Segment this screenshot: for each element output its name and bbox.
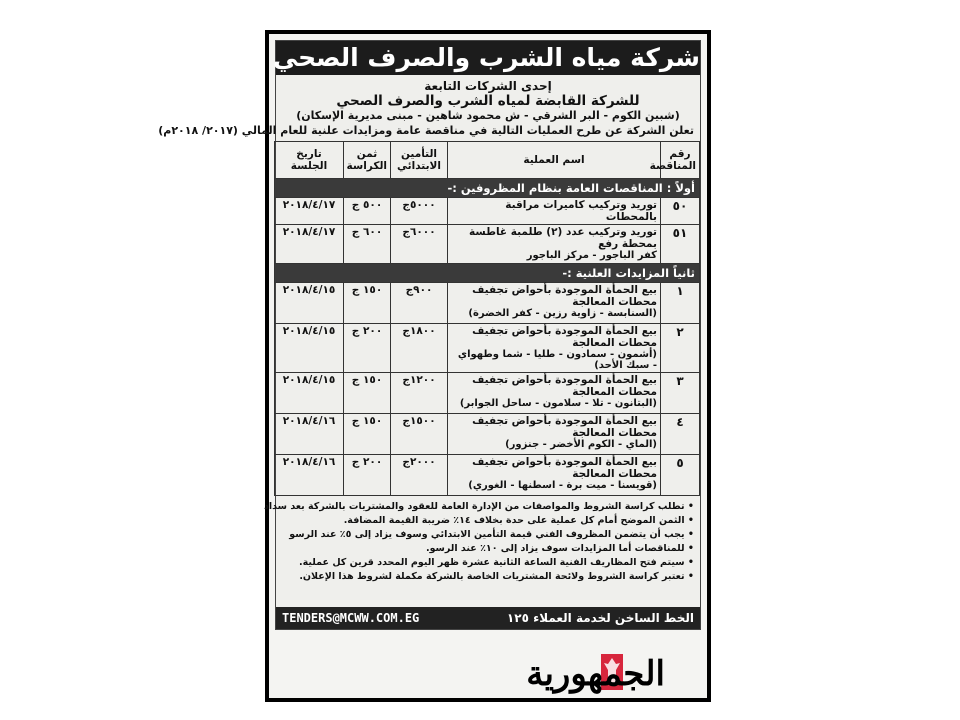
cell-insurance: ٥٠٠٠ج [391,198,448,225]
cell-price: ٦٠٠ ج [344,225,391,264]
cell-insurance: ٢٠٠٠ج [391,455,448,496]
cell-name [448,324,661,373]
company-banner: شركة مياه الشرب والصرف الصحي بالمنوفية [276,41,700,75]
cell-num: ٢ [661,324,700,373]
footer-bar [276,607,700,629]
note-item: • الثمن الموضح أمام كل عملية على حدة بخلاف ١٤٪ ضريبة القيمة المضافة. [282,514,694,528]
cell-num: ٣ [661,373,700,414]
section-auctions-label: ثانياً المزايدات العلنية :- [275,264,700,283]
cell-date: ٢٠١٨/٤/١٥ [275,324,344,373]
cell-price: ١٥٠ ج [344,414,391,455]
note-item: • يجب أن يتضمن المظروف الفني قيمة التأمين الابتدائي وسوف يزاد إلى ٥٪ عند الرسو [282,528,694,542]
cell-date: ٢٠١٨/٤/١٦ [275,455,344,496]
cell-num: ٥ [661,455,700,496]
cell-name-sub: (السنابسة - زاوية رزين - كفر الخضرة) [468,308,657,319]
cell-price: ٥٠٠ ج [344,198,391,225]
cell-price: ٢٠٠ ج [344,324,391,373]
header-num: رقم المناقصة [661,142,700,179]
section-tenders [275,179,700,198]
header-price: ثمن الكراسة [344,142,391,179]
cell-name [448,225,661,264]
header-name: اسم العملية [448,142,661,179]
cell-name-sub: (الماي - الكوم الأخضر - جنزور) [505,439,657,450]
header-date: تاريخ الجلسة [275,142,344,179]
tender-advertisement [151,40,701,630]
header-announcement: تعلن الشركة عن طرح العمليات التالية في مناقصة عامة ومزايدات علنية للعام المالي (٢٠١٧/ ٢٠١٨م) [158,124,694,137]
cell-name-main: توريد وتركيب عدد (٢) طلمبة غاطسة بمحطة رفع [469,226,657,250]
cell-price: ٢٠٠ ج [344,455,391,496]
cell-num: ٤ [661,414,700,455]
cell-date: ٢٠١٨/٤/١٥ [275,283,344,324]
cell-date: ٢٠١٨/٤/١٧ [275,225,344,264]
cell-insurance: ١٢٠٠ج [391,373,448,414]
tenders-email: TENDERS@MCWW.COM.EG [282,611,420,625]
table-row [275,455,700,496]
table-row [275,324,700,373]
cell-name [448,455,661,496]
cell-name [448,198,661,225]
cell-name-main: بيع الحمأة الموجودة بأحواض تجفيف محطات المعالجة [472,284,657,308]
cell-insurance: ٦٠٠٠ج [391,225,448,264]
header-address: (شبين الكوم - البر الشرقي - ش محمود شاهين - مبنى مديرية الإسكان) [296,109,680,122]
table-row [275,414,700,455]
terms-notes [264,496,700,584]
cell-insurance: ١٨٠٠ج [391,324,448,373]
newspaper-logo [526,650,665,698]
cell-name-sub: (البتانون - تلا - سلامون - ساحل الجوابر) [459,398,657,409]
cell-name [448,283,661,324]
note-item: • للمناقصات أما المزايدات سوف يزاد إلى ١٠٪ عند الرسو. [282,542,694,556]
cell-name-main: توريد وتركيب كاميرات مراقبة بالمحطات [505,199,657,223]
cell-date: ٢٠١٨/٤/١٥ [275,373,344,414]
cell-date: ٢٠١٨/٤/١٧ [275,198,344,225]
note-item: • تطلب كراسة الشروط والمواصفات من الإدارة العامة للعقود والمشتريات بالشركة بعد سداد [282,500,694,514]
table-row [275,283,700,324]
cell-name [448,373,661,414]
cell-num: ٥١ [661,225,700,264]
newspaper-clipping-frame [151,30,711,702]
header-affiliation: إحدى الشركات التابعة [424,79,552,93]
cell-num: ٥٠ [661,198,700,225]
table-row [275,373,700,414]
cell-price: ١٥٠ ج [344,283,391,324]
header-insurance: التأمين الابتدائي [391,142,448,179]
table-header-row [275,142,700,179]
cell-name [448,414,661,455]
cell-price: ١٥٠ ج [344,373,391,414]
cell-num: ١ [661,283,700,324]
cell-name-main: بيع الحمأة الموجودة بأحواض تجفيف محطات المعالجة [472,456,657,480]
table-row [275,225,700,264]
header-holding-company: للشركة القابضة لمياه الشرب والصرف الصحي [336,93,640,109]
section-auctions [275,264,700,283]
cell-date: ٢٠١٨/٤/١٦ [275,414,344,455]
cell-insurance: ٩٠٠ج [391,283,448,324]
cell-insurance: ١٥٠٠ج [391,414,448,455]
operations-table [274,141,700,496]
table-row [275,198,700,225]
cell-name-sub: (أشمون - سمادون - طليا - شما وطهواي - سبك الأحد) [457,349,657,371]
section-tenders-label: أولاً : المناقصات العامة بنظام المظروفين :- [275,179,700,198]
cell-name-sub: (قويسنا - ميت برة - اسطنها - الغوري) [468,480,657,491]
cell-name-main: بيع الحمأة الموجودة بأحواض تجفيف محطات المعالجة [472,374,657,398]
cell-name-main: بيع الحمأة الموجودة بأحواض تجفيف محطات المعالجة [472,325,657,349]
newspaper-logo-text: الجمهورية [526,654,665,694]
cell-name-main: بيع الحمأة الموجودة بأحواض تجفيف محطات المعالجة [472,415,657,439]
hotline-text: الخط الساخن لخدمة العملاء ١٢٥ [506,611,694,625]
cell-name-sub: كفر الباجور - مركز الباجور [526,250,657,261]
note-item: • سيتم فتح المظاريف الفنية الساعة الثانية عشرة ظهر اليوم المحدد قرين كل عملية. [282,556,694,570]
note-item: • تعتبر كراسة الشروط ولائحة المشتريات الخاصة بالشركة مكملة لشروط هذا الإعلان. [282,570,694,584]
